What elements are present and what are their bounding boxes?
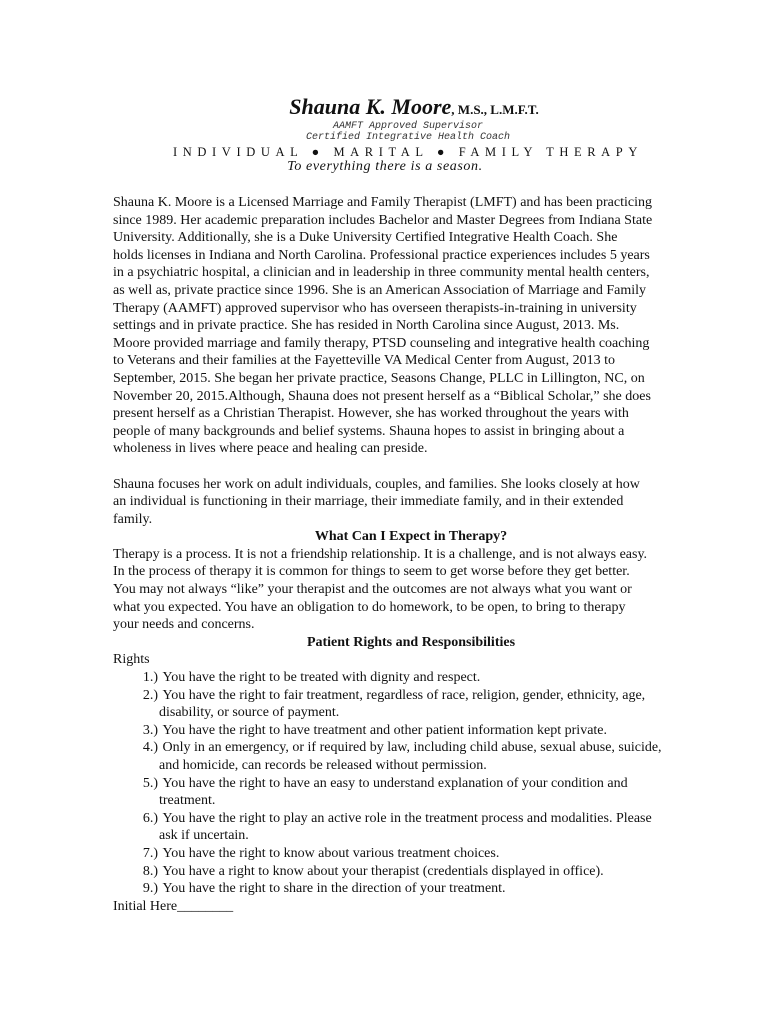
bio-line: holds licenses in Indiana and North Carolina. Professional practice experiences includes 5 years (113, 247, 650, 263)
item-text: You have the right to fair treatment, regardless of race, religion, gender, ethnicity, age, (162, 687, 646, 703)
bio-line: present herself as a Christian Therapist. However, she has worked throughout the years with (113, 406, 629, 422)
list-item (113, 845, 709, 863)
expect-line: what you expected. You have an obligation to do homework, to be open, to bring to therapy (113, 599, 626, 615)
list-item (113, 810, 709, 828)
item-number: 7.) (142, 845, 158, 861)
paragraph-gap (113, 458, 709, 476)
item-number: 4.) (142, 740, 158, 756)
item-number: 6.) (142, 810, 158, 826)
item-text: You have the right to be treated with dignity and respect. (162, 670, 481, 686)
expect-line: In the process of therapy it is common for things to seem to get worse before they get better. (113, 564, 630, 580)
item-text: You have the right to have an easy to understand explanation of your condition and (162, 775, 628, 791)
list-item (113, 687, 709, 705)
bio-line: people of many backgrounds and belief systems. Shauna hopes to assist in bringing about a (113, 423, 625, 439)
list-item (113, 775, 709, 793)
focus-line: an individual is functioning in their marriage, their immediate family, and in their extended (113, 494, 624, 510)
bio-line: Therapy (AAMFT) approved supervisor who has overseen therapists-in-training in university (113, 300, 637, 316)
rights-list (113, 669, 709, 898)
bio-line: University. Additionally, she is a Duke University Certified Integrative Health Coach. She (113, 230, 618, 246)
coach-credential: Certified Integrative Health Coach (305, 132, 511, 143)
list-item (113, 722, 709, 740)
bio-line: Shauna K. Moore is a Licensed Marriage and Family Therapist (LMFT) and has been practicing (113, 195, 652, 210)
focus-line: Shauna focuses her work on adult individuals, couples, and families. She looks closely at how (113, 476, 640, 492)
item-number: 8.) (142, 863, 158, 879)
focus-paragraph (113, 476, 709, 529)
practice-motto: To everything there is a season. (287, 159, 483, 174)
item-text: You have the right to have treatment and other patient information kept private. (162, 722, 608, 738)
bio-line: since 1989. Her academic preparation includes Bachelor and Master Degrees from Indiana State (113, 212, 653, 228)
document-body (113, 194, 709, 915)
bio-line: Moore provided marriage and family therapy, PTSD counseling and integrative health coaching (113, 335, 650, 351)
rights-label: Rights (113, 652, 150, 668)
item-text: You have the right to play an active role in the treatment process and modalities. Please (162, 810, 652, 826)
item-text: You have the right to know about various treatment choices. (162, 845, 500, 861)
bio-line: wholeness in lives where peace and healing can preside. (113, 441, 428, 457)
list-item (113, 739, 709, 757)
letterhead-name-line (0, 94, 770, 120)
expect-heading: What Can I Expect in Therapy? (314, 529, 508, 545)
bio-line: to Veterans and their families at the Fayetteville VA Medical Center from August, 2013 to (113, 353, 615, 369)
therapist-credentials: , M.S., L.M.F.T. (451, 102, 539, 117)
item-number: 2.) (142, 687, 158, 703)
bio-line: November 20, 2015.Although, Shauna does not present herself as a “Biblical Scholar,” she does (113, 388, 651, 404)
supervisor-credential: AAMFT Approved Supervisor (332, 121, 484, 132)
expect-line: You may not always “like” your therapist and the outcomes are not always what you want or (113, 582, 632, 598)
expect-line: Therapy is a process. It is not a friendship relationship. It is a challenge, and is not always easy. (113, 546, 648, 562)
initial-here-field[interactable]: Initial Here________ (113, 898, 234, 914)
bio-line: as well as, private practice since 1996. She is an American Association of Marriage and Family (113, 282, 647, 298)
rights-heading: Patient Rights and Responsibilities (306, 634, 516, 650)
practice-specialties: INDIVIDUAL ● MARITAL ● FAMILY THERAPY (173, 145, 643, 159)
item-number: 3.) (142, 722, 158, 738)
item-text-continued: ask if uncertain. (159, 828, 249, 844)
item-text: Only in an emergency, or if required by law, including child abuse, sexual abuse, suicide, (162, 740, 662, 756)
focus-line: family. (113, 511, 153, 527)
expect-paragraph (113, 546, 709, 634)
list-item (113, 669, 709, 687)
bio-line: in a psychiatric hospital, a clinician and in leadership in three community mental health centers, (113, 265, 650, 281)
item-number: 9.) (142, 881, 158, 897)
item-number: 5.) (142, 775, 158, 791)
list-item (113, 863, 709, 881)
bio-paragraph (113, 194, 709, 458)
expect-line: your needs and concerns. (113, 617, 255, 633)
bio-line: settings and in private practice. She has resided in North Carolina since August, 2013. Ms. (113, 318, 620, 334)
therapist-name: Shauna K. Moore (289, 94, 452, 119)
bio-line: September, 2015. She began her private practice, Seasons Change, PLLC in Lillington, NC, on (113, 370, 645, 386)
item-text: You have a right to know about your therapist (credentials displayed in office). (162, 863, 604, 879)
list-item (113, 880, 709, 898)
item-text-continued: treatment. (159, 793, 216, 809)
item-text: You have the right to share in the direction of your treatment. (162, 881, 506, 897)
item-number: 1.) (142, 670, 158, 686)
item-text-continued: and homicide, can records be released without permission. (159, 758, 487, 773)
item-text-continued: disability, or source of payment. (159, 705, 340, 721)
